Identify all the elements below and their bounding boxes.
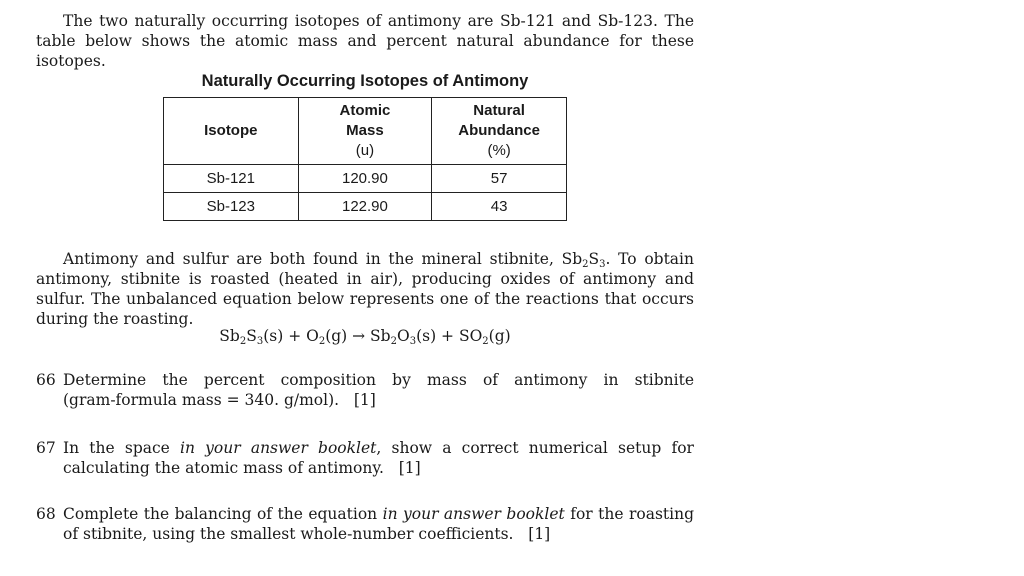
isotope-table [163,97,567,221]
question-number: 68 [36,505,56,523]
table-row [164,165,567,193]
reaction-equation: $Sb_2S_3(s) + O_2(g) \to Sb_2O_3(s) + SO_2(g)$ [219,327,511,347]
table-title: Naturally Occurring Isotopes of Antimony [201,72,529,90]
points-badge: [1] [398,459,421,477]
cell-isotope: Sb-121 [164,165,299,193]
question-text: In the space in your answer booklet, show a correct numerical setup for calculating the atomic mass of antimony. [1] [63,439,694,477]
header-natural-abundance: Natural Abundance (%) [432,98,567,165]
question-66 [36,370,694,410]
question-68 [36,504,694,544]
question-67 [36,438,694,478]
question-number: 67 [36,439,56,457]
intro-paragraph: The two naturally occurring isotopes of antimony are Sb-121 and Sb-123. The table below shows the atomic mass and percent natural abundance for these isotopes. [36,12,694,70]
question-text: Complete the balancing of the equation in your answer booklet for the roasting of stibnite, using the smallest whole-number coefficients. [1] [63,505,694,543]
stibnite-paragraph: Antimony and sulfur are both found in the mineral stibnite, $Sb_2S_3$. To obtain antimony, stibnite is roasted (heated in air), producing oxides of antimony and sulfur. The unbalanced equation below represents one of the reactions that occurs during the roasting. [36,250,694,328]
header-atomic-mass: Atomic Mass (u) [298,98,432,165]
question-text: Determine the percent composition by mass of antimony in stibnite (gram-formula mass = 340. g/mol). [1] [63,371,694,409]
cell-abundance: 43 [432,193,567,221]
header-isotope: Isotope [164,98,299,165]
cell-abundance: 57 [432,165,567,193]
table-row [164,193,567,221]
points-badge: [1] [528,525,551,543]
cell-isotope: Sb-123 [164,193,299,221]
points-badge: [1] [353,391,376,409]
table-header-row [164,98,567,165]
cell-mass: 120.90 [298,165,432,193]
cell-mass: 122.90 [298,193,432,221]
question-number: 66 [36,371,56,389]
